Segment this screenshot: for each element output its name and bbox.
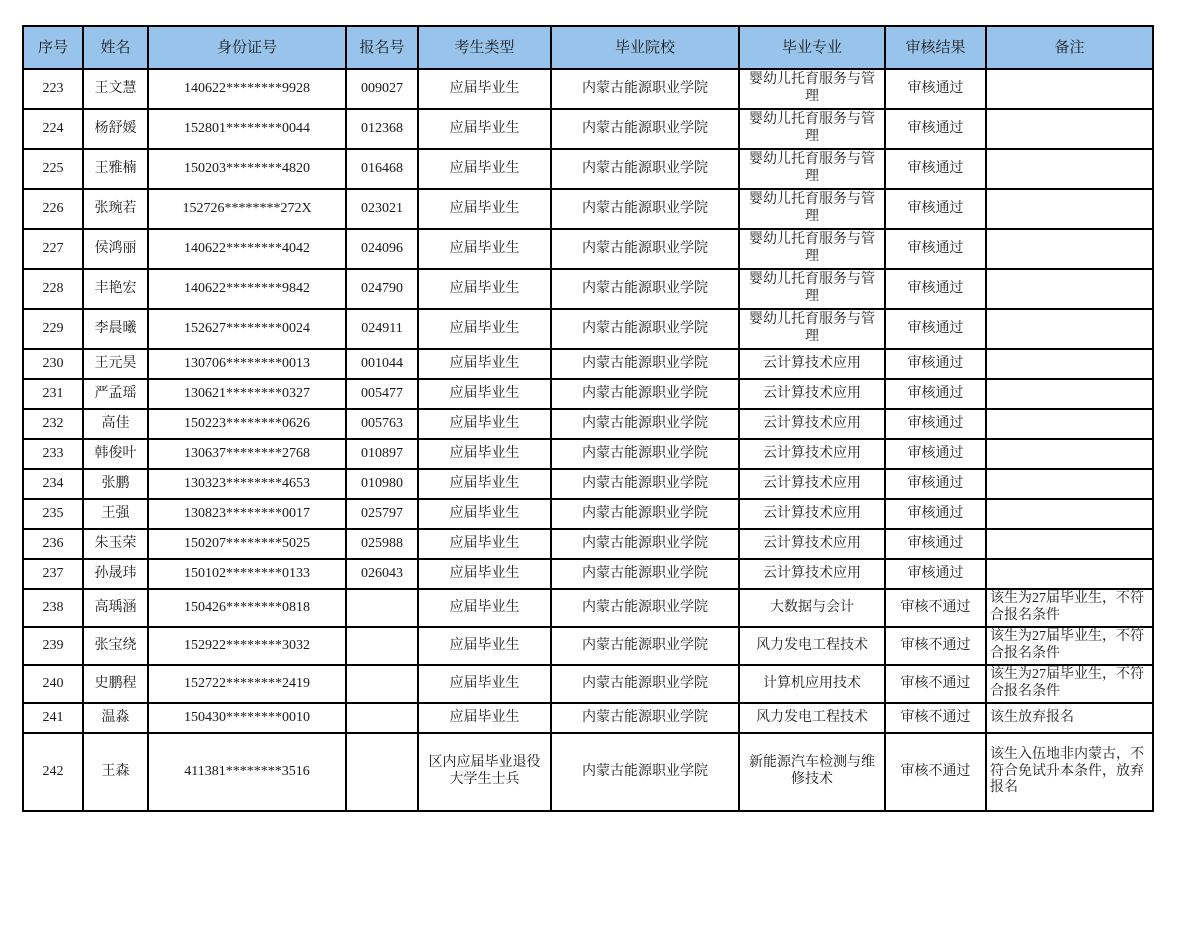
id-number-cell: 150207********5025 <box>148 529 346 559</box>
candidate-type-cell: 应届毕业生 <box>418 703 551 733</box>
result-cell: 审核通过 <box>885 309 986 349</box>
row-number-cell: 226 <box>23 189 83 229</box>
major-cell: 云计算技术应用 <box>739 379 885 409</box>
candidate-type-cell: 应届毕业生 <box>418 229 551 269</box>
column-header-name: 姓名 <box>83 26 148 69</box>
name-cell: 丰艳宏 <box>83 269 148 309</box>
remark-cell <box>986 439 1153 469</box>
header-row <box>23 26 1153 69</box>
remark-cell <box>986 189 1153 229</box>
row-number-cell: 236 <box>23 529 83 559</box>
row-number-cell: 231 <box>23 379 83 409</box>
row-number-cell: 242 <box>23 733 83 811</box>
row-number-cell: 227 <box>23 229 83 269</box>
candidate-type-cell: 应届毕业生 <box>418 379 551 409</box>
school-cell: 内蒙古能源职业学院 <box>551 665 739 703</box>
id-number-cell: 150430********0010 <box>148 703 346 733</box>
result-cell: 审核通过 <box>885 229 986 269</box>
name-cell: 张琬若 <box>83 189 148 229</box>
major-cell: 计算机应用技术 <box>739 665 885 703</box>
candidate-type-cell: 应届毕业生 <box>418 589 551 627</box>
major-cell: 云计算技术应用 <box>739 469 885 499</box>
row-number-cell: 224 <box>23 109 83 149</box>
reg-number-cell <box>346 665 418 703</box>
table-head <box>23 26 1153 69</box>
name-cell: 张宝绕 <box>83 627 148 665</box>
name-cell: 李晨曦 <box>83 309 148 349</box>
school-cell: 内蒙古能源职业学院 <box>551 69 739 109</box>
table-row <box>23 269 1153 309</box>
name-cell: 王文慧 <box>83 69 148 109</box>
result-cell: 审核通过 <box>885 559 986 589</box>
reg-number-cell: 010980 <box>346 469 418 499</box>
major-cell: 风力发电工程技术 <box>739 627 885 665</box>
table-row <box>23 309 1153 349</box>
id-number-cell: 152726********272X <box>148 189 346 229</box>
candidate-type-cell: 应届毕业生 <box>418 529 551 559</box>
candidate-type-cell: 应届毕业生 <box>418 149 551 189</box>
table-row <box>23 149 1153 189</box>
table-row <box>23 589 1153 627</box>
school-cell: 内蒙古能源职业学院 <box>551 109 739 149</box>
remark-cell: 该生入伍地非内蒙古，不符合免试升本条件，放弃报名 <box>986 733 1153 811</box>
remark-cell: 该生放弃报名 <box>986 703 1153 733</box>
candidate-type-cell: 应届毕业生 <box>418 109 551 149</box>
remark-cell <box>986 499 1153 529</box>
candidate-type-cell: 应届毕业生 <box>418 309 551 349</box>
column-header-result: 审核结果 <box>885 26 986 69</box>
remark-cell <box>986 469 1153 499</box>
remark-cell: 该生为27届毕业生，不符合报名条件 <box>986 665 1153 703</box>
name-cell: 韩俊叶 <box>83 439 148 469</box>
row-number-cell: 228 <box>23 269 83 309</box>
id-number-cell: 152627********0024 <box>148 309 346 349</box>
remark-cell <box>986 309 1153 349</box>
major-cell: 婴幼儿托育服务与管理 <box>739 309 885 349</box>
candidate-type-cell: 应届毕业生 <box>418 269 551 309</box>
major-cell: 婴幼儿托育服务与管理 <box>739 269 885 309</box>
reg-number-cell: 012368 <box>346 109 418 149</box>
candidate-type-cell: 应届毕业生 <box>418 189 551 229</box>
remark-cell <box>986 349 1153 379</box>
candidate-type-cell: 应届毕业生 <box>418 69 551 109</box>
reg-number-cell: 023021 <box>346 189 418 229</box>
school-cell: 内蒙古能源职业学院 <box>551 349 739 379</box>
school-cell: 内蒙古能源职业学院 <box>551 627 739 665</box>
reg-number-cell: 024790 <box>346 269 418 309</box>
column-header-id-number: 身份证号 <box>148 26 346 69</box>
column-header-school: 毕业院校 <box>551 26 739 69</box>
major-cell: 风力发电工程技术 <box>739 703 885 733</box>
candidate-type-cell: 应届毕业生 <box>418 559 551 589</box>
row-number-cell: 232 <box>23 409 83 439</box>
school-cell: 内蒙古能源职业学院 <box>551 309 739 349</box>
school-cell: 内蒙古能源职业学院 <box>551 733 739 811</box>
school-cell: 内蒙古能源职业学院 <box>551 409 739 439</box>
remark-cell: 该生为27届毕业生，不符合报名条件 <box>986 627 1153 665</box>
major-cell: 新能源汽车检测与维修技术 <box>739 733 885 811</box>
school-cell: 内蒙古能源职业学院 <box>551 529 739 559</box>
result-cell: 审核通过 <box>885 439 986 469</box>
name-cell: 高佳 <box>83 409 148 439</box>
column-header-row-number: 序号 <box>23 26 83 69</box>
school-cell: 内蒙古能源职业学院 <box>551 559 739 589</box>
major-cell: 云计算技术应用 <box>739 439 885 469</box>
result-cell: 审核通过 <box>885 469 986 499</box>
major-cell: 云计算技术应用 <box>739 409 885 439</box>
remark-cell <box>986 229 1153 269</box>
id-number-cell: 150426********0818 <box>148 589 346 627</box>
result-cell: 审核不通过 <box>885 589 986 627</box>
table-row <box>23 439 1153 469</box>
column-header-reg-number: 报名号 <box>346 26 418 69</box>
id-number-cell: 130637********2768 <box>148 439 346 469</box>
remark-cell <box>986 559 1153 589</box>
reg-number-cell <box>346 703 418 733</box>
school-cell: 内蒙古能源职业学院 <box>551 439 739 469</box>
major-cell: 婴幼儿托育服务与管理 <box>739 69 885 109</box>
name-cell: 张鹏 <box>83 469 148 499</box>
column-header-remark: 备注 <box>986 26 1153 69</box>
result-cell: 审核通过 <box>885 149 986 189</box>
reg-number-cell <box>346 627 418 665</box>
id-number-cell: 140622********9928 <box>148 69 346 109</box>
name-cell: 侯鸿丽 <box>83 229 148 269</box>
row-number-cell: 234 <box>23 469 83 499</box>
review-results-table <box>22 25 1154 812</box>
id-number-cell: 140622********9842 <box>148 269 346 309</box>
major-cell: 云计算技术应用 <box>739 559 885 589</box>
candidate-type-cell: 应届毕业生 <box>418 665 551 703</box>
result-cell: 审核不通过 <box>885 703 986 733</box>
remark-cell <box>986 69 1153 109</box>
major-cell: 大数据与会计 <box>739 589 885 627</box>
reg-number-cell: 024911 <box>346 309 418 349</box>
school-cell: 内蒙古能源职业学院 <box>551 499 739 529</box>
table-row <box>23 733 1153 811</box>
result-cell: 审核通过 <box>885 109 986 149</box>
table-row <box>23 499 1153 529</box>
result-cell: 审核不通过 <box>885 665 986 703</box>
result-cell: 审核通过 <box>885 529 986 559</box>
reg-number-cell: 001044 <box>346 349 418 379</box>
result-cell: 审核通过 <box>885 409 986 439</box>
name-cell: 王强 <box>83 499 148 529</box>
major-cell: 云计算技术应用 <box>739 529 885 559</box>
remark-cell <box>986 379 1153 409</box>
name-cell: 朱玉荣 <box>83 529 148 559</box>
table-row <box>23 703 1153 733</box>
reg-number-cell: 026043 <box>346 559 418 589</box>
candidate-type-cell: 应届毕业生 <box>418 409 551 439</box>
table-body <box>23 69 1153 811</box>
major-cell: 婴幼儿托育服务与管理 <box>739 189 885 229</box>
id-number-cell: 130323********4653 <box>148 469 346 499</box>
table-row <box>23 69 1153 109</box>
reg-number-cell: 005477 <box>346 379 418 409</box>
remark-cell <box>986 109 1153 149</box>
row-number-cell: 223 <box>23 69 83 109</box>
remark-cell <box>986 149 1153 189</box>
table-row <box>23 229 1153 269</box>
id-number-cell: 150102********0133 <box>148 559 346 589</box>
table-row <box>23 379 1153 409</box>
row-number-cell: 237 <box>23 559 83 589</box>
table-row <box>23 409 1153 439</box>
candidate-type-cell: 应届毕业生 <box>418 349 551 379</box>
remark-cell <box>986 529 1153 559</box>
reg-number-cell: 010897 <box>346 439 418 469</box>
id-number-cell: 152722********2419 <box>148 665 346 703</box>
result-cell: 审核通过 <box>885 379 986 409</box>
reg-number-cell <box>346 733 418 811</box>
id-number-cell: 130706********0013 <box>148 349 346 379</box>
table-row <box>23 627 1153 665</box>
id-number-cell: 130621********0327 <box>148 379 346 409</box>
table-row <box>23 469 1153 499</box>
remark-cell: 该生为27届毕业生，不符合报名条件 <box>986 589 1153 627</box>
table-row <box>23 349 1153 379</box>
school-cell: 内蒙古能源职业学院 <box>551 229 739 269</box>
row-number-cell: 229 <box>23 309 83 349</box>
table-row <box>23 189 1153 229</box>
reg-number-cell: 024096 <box>346 229 418 269</box>
school-cell: 内蒙古能源职业学院 <box>551 149 739 189</box>
row-number-cell: 225 <box>23 149 83 189</box>
name-cell: 王元昊 <box>83 349 148 379</box>
candidate-type-cell: 应届毕业生 <box>418 439 551 469</box>
id-number-cell: 152801********0044 <box>148 109 346 149</box>
school-cell: 内蒙古能源职业学院 <box>551 589 739 627</box>
result-cell: 审核通过 <box>885 269 986 309</box>
table-row <box>23 529 1153 559</box>
name-cell: 高瑀涵 <box>83 589 148 627</box>
reg-number-cell: 016468 <box>346 149 418 189</box>
column-header-major: 毕业专业 <box>739 26 885 69</box>
table-row <box>23 109 1153 149</box>
name-cell: 温淼 <box>83 703 148 733</box>
reg-number-cell: 009027 <box>346 69 418 109</box>
major-cell: 婴幼儿托育服务与管理 <box>739 229 885 269</box>
name-cell: 王雅楠 <box>83 149 148 189</box>
id-number-cell: 152922********3032 <box>148 627 346 665</box>
table-row <box>23 559 1153 589</box>
reg-number-cell: 025988 <box>346 529 418 559</box>
name-cell: 杨舒媛 <box>83 109 148 149</box>
remark-cell <box>986 269 1153 309</box>
row-number-cell: 240 <box>23 665 83 703</box>
id-number-cell: 140622********4042 <box>148 229 346 269</box>
major-cell: 婴幼儿托育服务与管理 <box>739 149 885 189</box>
school-cell: 内蒙古能源职业学院 <box>551 269 739 309</box>
school-cell: 内蒙古能源职业学院 <box>551 379 739 409</box>
result-cell: 审核通过 <box>885 69 986 109</box>
id-number-cell: 130823********0017 <box>148 499 346 529</box>
table-row <box>23 665 1153 703</box>
row-number-cell: 230 <box>23 349 83 379</box>
major-cell: 婴幼儿托育服务与管理 <box>739 109 885 149</box>
candidate-type-cell: 应届毕业生 <box>418 627 551 665</box>
name-cell: 孙晟玮 <box>83 559 148 589</box>
result-cell: 审核通过 <box>885 499 986 529</box>
column-header-candidate-type: 考生类型 <box>418 26 551 69</box>
school-cell: 内蒙古能源职业学院 <box>551 189 739 229</box>
id-number-cell: 411381********3516 <box>148 733 346 811</box>
id-number-cell: 150223********0626 <box>148 409 346 439</box>
candidate-type-cell: 应届毕业生 <box>418 469 551 499</box>
candidate-type-cell: 区内应届毕业退役大学生士兵 <box>418 733 551 811</box>
result-cell: 审核通过 <box>885 189 986 229</box>
remark-cell <box>986 409 1153 439</box>
school-cell: 内蒙古能源职业学院 <box>551 703 739 733</box>
major-cell: 云计算技术应用 <box>739 349 885 379</box>
name-cell: 史鹏程 <box>83 665 148 703</box>
major-cell: 云计算技术应用 <box>739 499 885 529</box>
name-cell: 严孟瑶 <box>83 379 148 409</box>
school-cell: 内蒙古能源职业学院 <box>551 469 739 499</box>
result-cell: 审核通过 <box>885 349 986 379</box>
row-number-cell: 235 <box>23 499 83 529</box>
result-cell: 审核不通过 <box>885 627 986 665</box>
candidate-type-cell: 应届毕业生 <box>418 499 551 529</box>
row-number-cell: 238 <box>23 589 83 627</box>
reg-number-cell <box>346 589 418 627</box>
reg-number-cell: 005763 <box>346 409 418 439</box>
row-number-cell: 233 <box>23 439 83 469</box>
id-number-cell: 150203********4820 <box>148 149 346 189</box>
result-cell: 审核不通过 <box>885 733 986 811</box>
name-cell: 王森 <box>83 733 148 811</box>
row-number-cell: 241 <box>23 703 83 733</box>
row-number-cell: 239 <box>23 627 83 665</box>
reg-number-cell: 025797 <box>346 499 418 529</box>
